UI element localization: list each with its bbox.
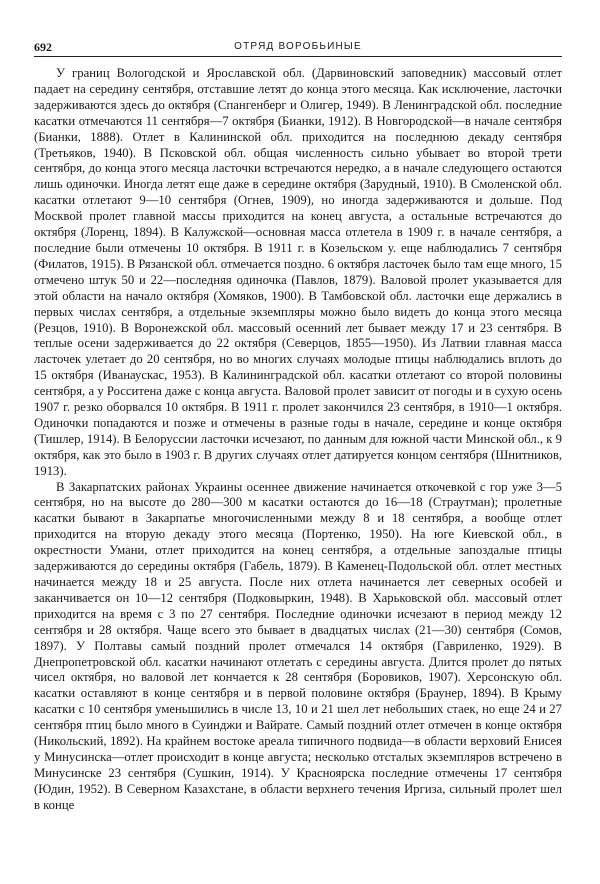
book-page [34,40,562,814]
section-title: ОТРЯД ВОРОБЬИНЫЕ [234,41,362,52]
running-head [34,40,562,57]
body-text [34,66,562,814]
paragraph-1: У границ Вологодской и Ярославской обл. (Дарвиновский заповедник) массовый отлет падает на середину сентября, отставшие летят до конца этого месяца. Как исключение, ласточки задерживаются здесь до октября (Спангенберг и Олигер, 1949). В Ленинградской обл. последние касатки отмечаются 11 сентября—7 октября (Бианки, 1912). В Новгородской—в начале сентября (Бианки, 1888). Отлет в Калининской обл. приходится на последнюю декаду сентября (Третьяков, 1940). В Псковской обл. общая численность сильно убывает во второй трети сентября, до конца этого месяца ласточки встречаются нередко, а в начале следующего остаются лишь одиночки. Иногда летят еще даже в середине октября (Зарудный, 1910). В Смоленской обл. касатки отлетают 9—10 сентября (Огнев, 1909), но иногда задерживаются и дольше. Под Москвой пролет главной массы приходится на конец августа, а остальные встречаются до октября (Лоренц, 1894). В Калужской—основная масса отлетела в 1909 г. в начале сентября, а последние были отмечены 10 октября. В 1911 г. в Козельском у. еще наблюдались 7 сентября (Филатов, 1915). В Рязанской обл. отмечается поздно. 6 октября ласточек было там еще много, 15 отмечено штук 50 и 22—последняя одиночка (Павлов, 1879). Валовой пролет указывается для этой области на начало октября (Хомяков, 1900). В Тамбовской обл. ласточки еще держались в первых числах сентября, а отдельные экземпляры можно было видеть до конца этого месяца (Резцов, 1910). В Воронежской обл. массовый осенний лет бывает между 17 и 23 сентября. В теплые осени задерживается до 22 октября (Северцов, 1855—1950). Из Латвии главная масса ласточек улетает до 20 сентября, но во многих случаях молодые птицы наблюдались вплоть до 15 октября (Иванаускас, 1953). В Калининградской обл. касатки отлетают со второй половины сентября, а у Росситена даже с конца августа. Валовой пролет зависит от погоды и в сухую осень 1907 г. резко оборвался 10 октября. В 1911 г. пролет закончился 23 сентября, в 1910—1 октября. Одиночки попадаются и позже и отмечены в разные годы в начале, середине и конце октября (Тишлер, 1914). В Белоруссии ласточки исчезают, по данным для южной части Минской обл., к 9 октября, как это было в 1903 г. В других случаях отлет датируется концом сентября (Шнитников, 1913). [34,66,562,478]
page-number: 692 [34,40,52,54]
paragraph-2: В Закарпатских районах Украины осеннее движение начинается откочевкой с гор уже 3—5 сентября, но на высоте до 280—300 м касатки остаются до 16—18 (Страутман); пролетные касатки бывают в Закарпатье многочисленными между 8 и 18 сентября, а вообще отлет приходится на вторую декаду этого месяца (Портенко, 1950). На юге Киевской обл., в окрестности Умани, отлет приходится на конец сентября, а отдельные запоздалые птицы задерживаются до середины октября (Габель, 1879). В Каменец-Подольской обл. отлет местных начинается между 18 и 25 августа. После них отлета начинается лет северных особей и заканчивается он 10—12 сентября (Подковыркин, 1948). В Харьковской обл. массовый отлет приходится на время с 3 по 27 сентября. Последние одиночки исчезают в период между 12 сентября и 28 октября. Чаще всего это бывает в двадцатых числах (21—30) сентября (Сомов, 1897). У Полтавы самый поздний пролет отмечался 14 октября (Гавриленко, 1929). В Днепропетровской обл. касатки начинают отлетать с середины августа. Длится пролет до пятых чисел октября, но валовой лет кончается к 28 сентября (Боровиков, 1907). Херсонскую обл. касатки оставляют в конце сентября и в первой половине октября (Браунер, 1894). В Крыму касатки с 10 сентября уменьшились в числе 13, 10 и 21 шел лет небольших стаек, но еще 24 и 27 сентября птиц было много в Суинджи и Вайрате. Самый поздний отлет отмечен в конце октября (Никольский, 1892). На крайнем востоке ареала типичного подвида—в области верховий Енисея у Минусинска—отлет происходит в конце августа; несколько отсталых экземпляров встречено в Минусинске 23 сентября (Сушкин, 1914). У Красноярска последние отмечены 17 сентября (Юдин, 1952). В Северном Казахстане, в области верхнего течения Иргиза, сильный пролет шел в конце [34,479,562,812]
